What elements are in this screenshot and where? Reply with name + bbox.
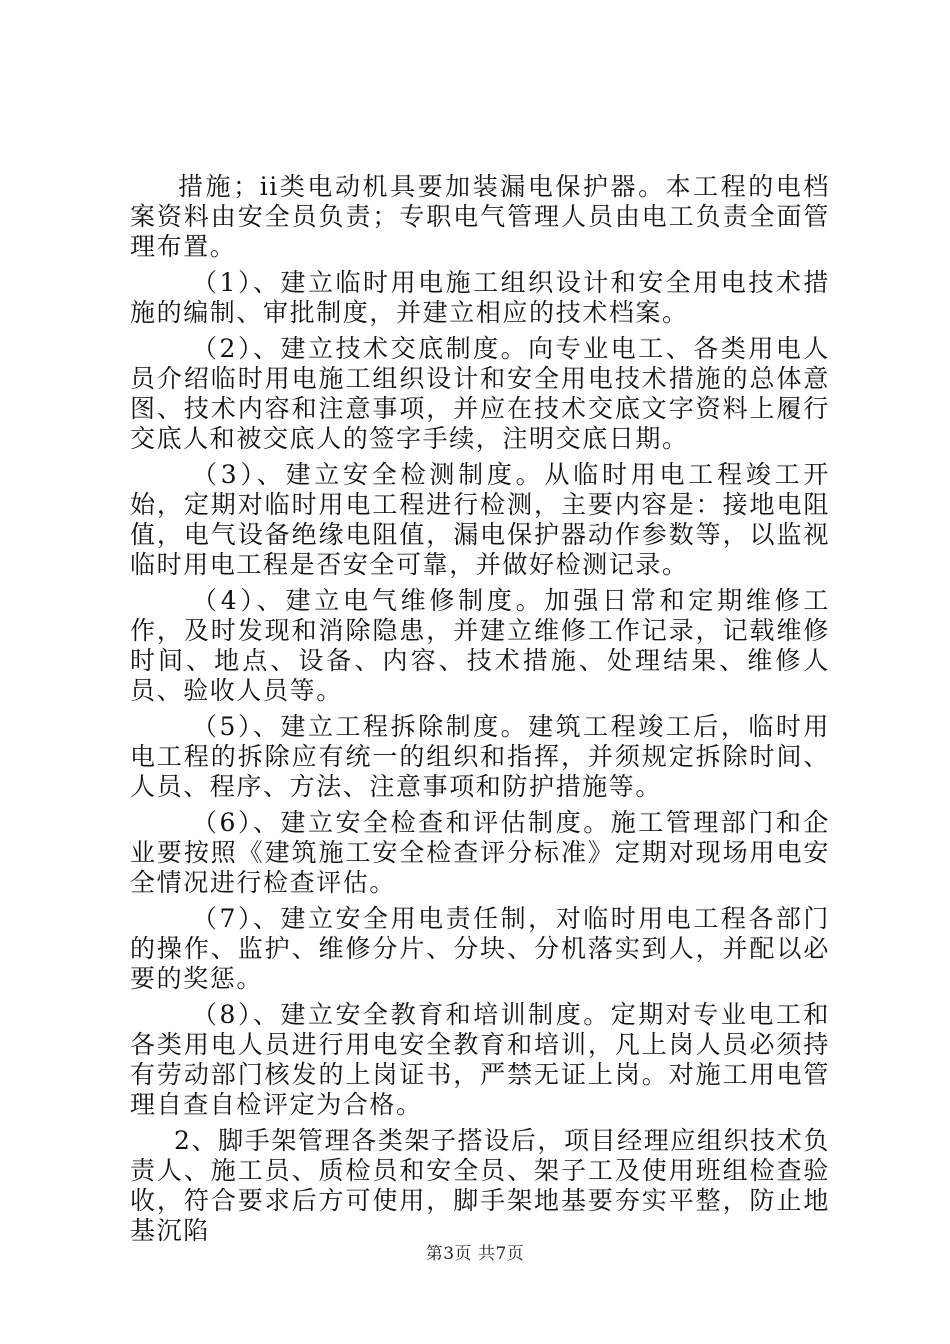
- paragraph-continuation: 措施；ii类电动机具要加装漏电保护器。本工程的电档案资料由安全员负责；专职电气管理人员由电工负责全面管理布置。: [130, 172, 830, 261]
- page-number-footer: 第3页 共7页: [425, 1244, 525, 1264]
- paragraph-section-2: 2、脚手架管理各类架子搭设后，项目经理应组织技术负责人、施工员、质检员和安全员、架子工及使用班组检查验收，符合要求后方可使用，脚手架地基要夯实平整，防止地基沉陷: [130, 1126, 830, 1245]
- paragraph-item-1: （1）、建立临时用电施工组织设计和安全用电技术措施的编制、审批制度，并建立相应的技术档案。: [130, 268, 830, 327]
- document-body: [130, 172, 830, 1246]
- paragraph-item-7: （7）、建立安全用电责任制，对临时用电工程各部门的操作、监护、维修分片、分块、分机落实到人，并配以必要的奖惩。: [130, 904, 830, 993]
- paragraph-item-8: （8）、建立安全教育和培训制度。定期对专业电工和各类用电人员进行用电安全教育和培训，凡上岗人员必须持有劳动部门核发的上岗证书，严禁无证上岗。对施工用电管理自查自检评定为合格。: [130, 1000, 830, 1119]
- paragraph-item-3: （3）、建立安全检测制度。从临时用电工程竣工开始，定期对临时用电工程进行检测，主要内容是：接地电阻值，电气设备绝缘电阻值，漏电保护器动作参数等，以监视临时用电工程是否安全可靠，并做好检测记录。: [130, 460, 830, 579]
- paragraph-item-4: （4）、建立电气维修制度。加强日常和定期维修工作，及时发现和消除隐患，并建立维修工作记录，记载维修时间、地点、设备、内容、技术措施、处理结果、维修人员、验收人员等。: [130, 586, 830, 705]
- paragraph-item-5: （5）、建立工程拆除制度。建筑工程竣工后，临时用电工程的拆除应有统一的组织和指挥，并须规定拆除时间、人员、程序、方法、注意事项和防护措施等。: [130, 712, 830, 801]
- paragraph-item-2: （2）、建立技术交底制度。向专业电工、各类用电人员介绍临时用电施工组织设计和安全用电技术措施的总体意图、技术内容和注意事项，并应在技术交底文字资料上履行交底人和被交底人的签字手续，注明交底日期。: [130, 334, 830, 453]
- paragraph-item-6: （6）、建立安全检查和评估制度。施工管理部门和企业要按照《建筑施工安全检查评分标准》定期对现场用电安全情况进行检查评估。: [130, 808, 830, 897]
